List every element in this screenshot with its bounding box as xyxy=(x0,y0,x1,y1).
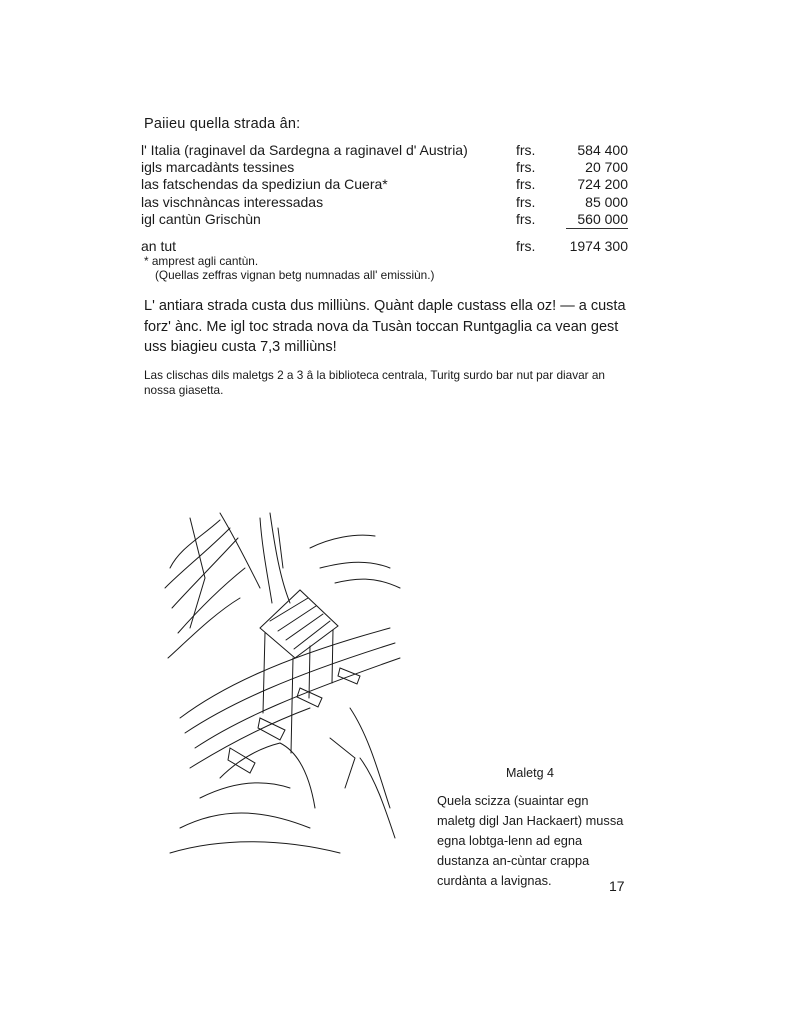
total-label: an tut xyxy=(141,237,177,254)
cost-label: igls marcadànts tessines xyxy=(141,159,295,176)
footnote xyxy=(144,254,434,282)
table-row xyxy=(141,159,628,176)
cost-amount: 724 200 xyxy=(577,176,628,193)
page-number: 17 xyxy=(609,878,625,894)
cost-amount: 20 700 xyxy=(585,159,628,176)
total-row xyxy=(141,228,628,255)
footnote-line: * amprest agli cantùn. xyxy=(144,254,259,268)
cost-label: l' Italia (raginavel da Sardegna a raginavel d' Austria) xyxy=(141,142,468,159)
cost-currency: frs. xyxy=(516,159,536,176)
cost-amount: 85 000 xyxy=(585,193,628,210)
cost-amount: 560 000 xyxy=(566,211,628,229)
cost-label: igl cantùn Grischùn xyxy=(141,211,261,228)
cost-currency: frs. xyxy=(516,176,536,193)
table-row xyxy=(141,194,628,211)
cost-amount: 584 400 xyxy=(577,142,628,159)
total-amount: 1974 300 xyxy=(569,238,628,255)
body-paragraph: L' antiara strada custa dus milliùns. Quànt daple custass ella oz! — a custa forz' ànc. Me igl toc strada nova da Tusàn toccan Runtgaglia ca vean gest uss biagieu custa 7,3 milliùns! xyxy=(144,298,626,355)
table-row xyxy=(141,176,628,193)
intro-line: Paiieu quella strada ân: xyxy=(144,116,301,132)
caption-title: Maletg 4 xyxy=(506,766,554,780)
cost-label: las fatschendas da spediziun da Cuera* xyxy=(141,176,388,193)
table-row xyxy=(141,211,628,229)
cost-currency: frs. xyxy=(516,211,536,228)
cost-table xyxy=(141,142,628,255)
credit-note: Las clischas dils maletgs 2 a 3 â la biblioteca centrala, Turitg surdo bar nut par diavar an nossa giasetta. xyxy=(144,368,605,397)
cost-currency: frs. xyxy=(516,193,536,210)
footnote-line: (Quellas zeffras vignan betg numnadas all' emissiùn.) xyxy=(155,268,435,282)
table-row xyxy=(141,142,628,159)
mountain-road-sketch xyxy=(160,508,410,858)
cost-currency: frs. xyxy=(516,142,536,159)
total-currency: frs. xyxy=(516,237,536,254)
cost-label: las vischnàncas interessadas xyxy=(141,193,324,210)
caption-text: Quela scizza (suaintar egn maletg digl Jan Hackaert) mussa egna lobtga-lenn ad egna dustanza an-cùntar crappa curdànta a lavignas. xyxy=(437,793,624,888)
